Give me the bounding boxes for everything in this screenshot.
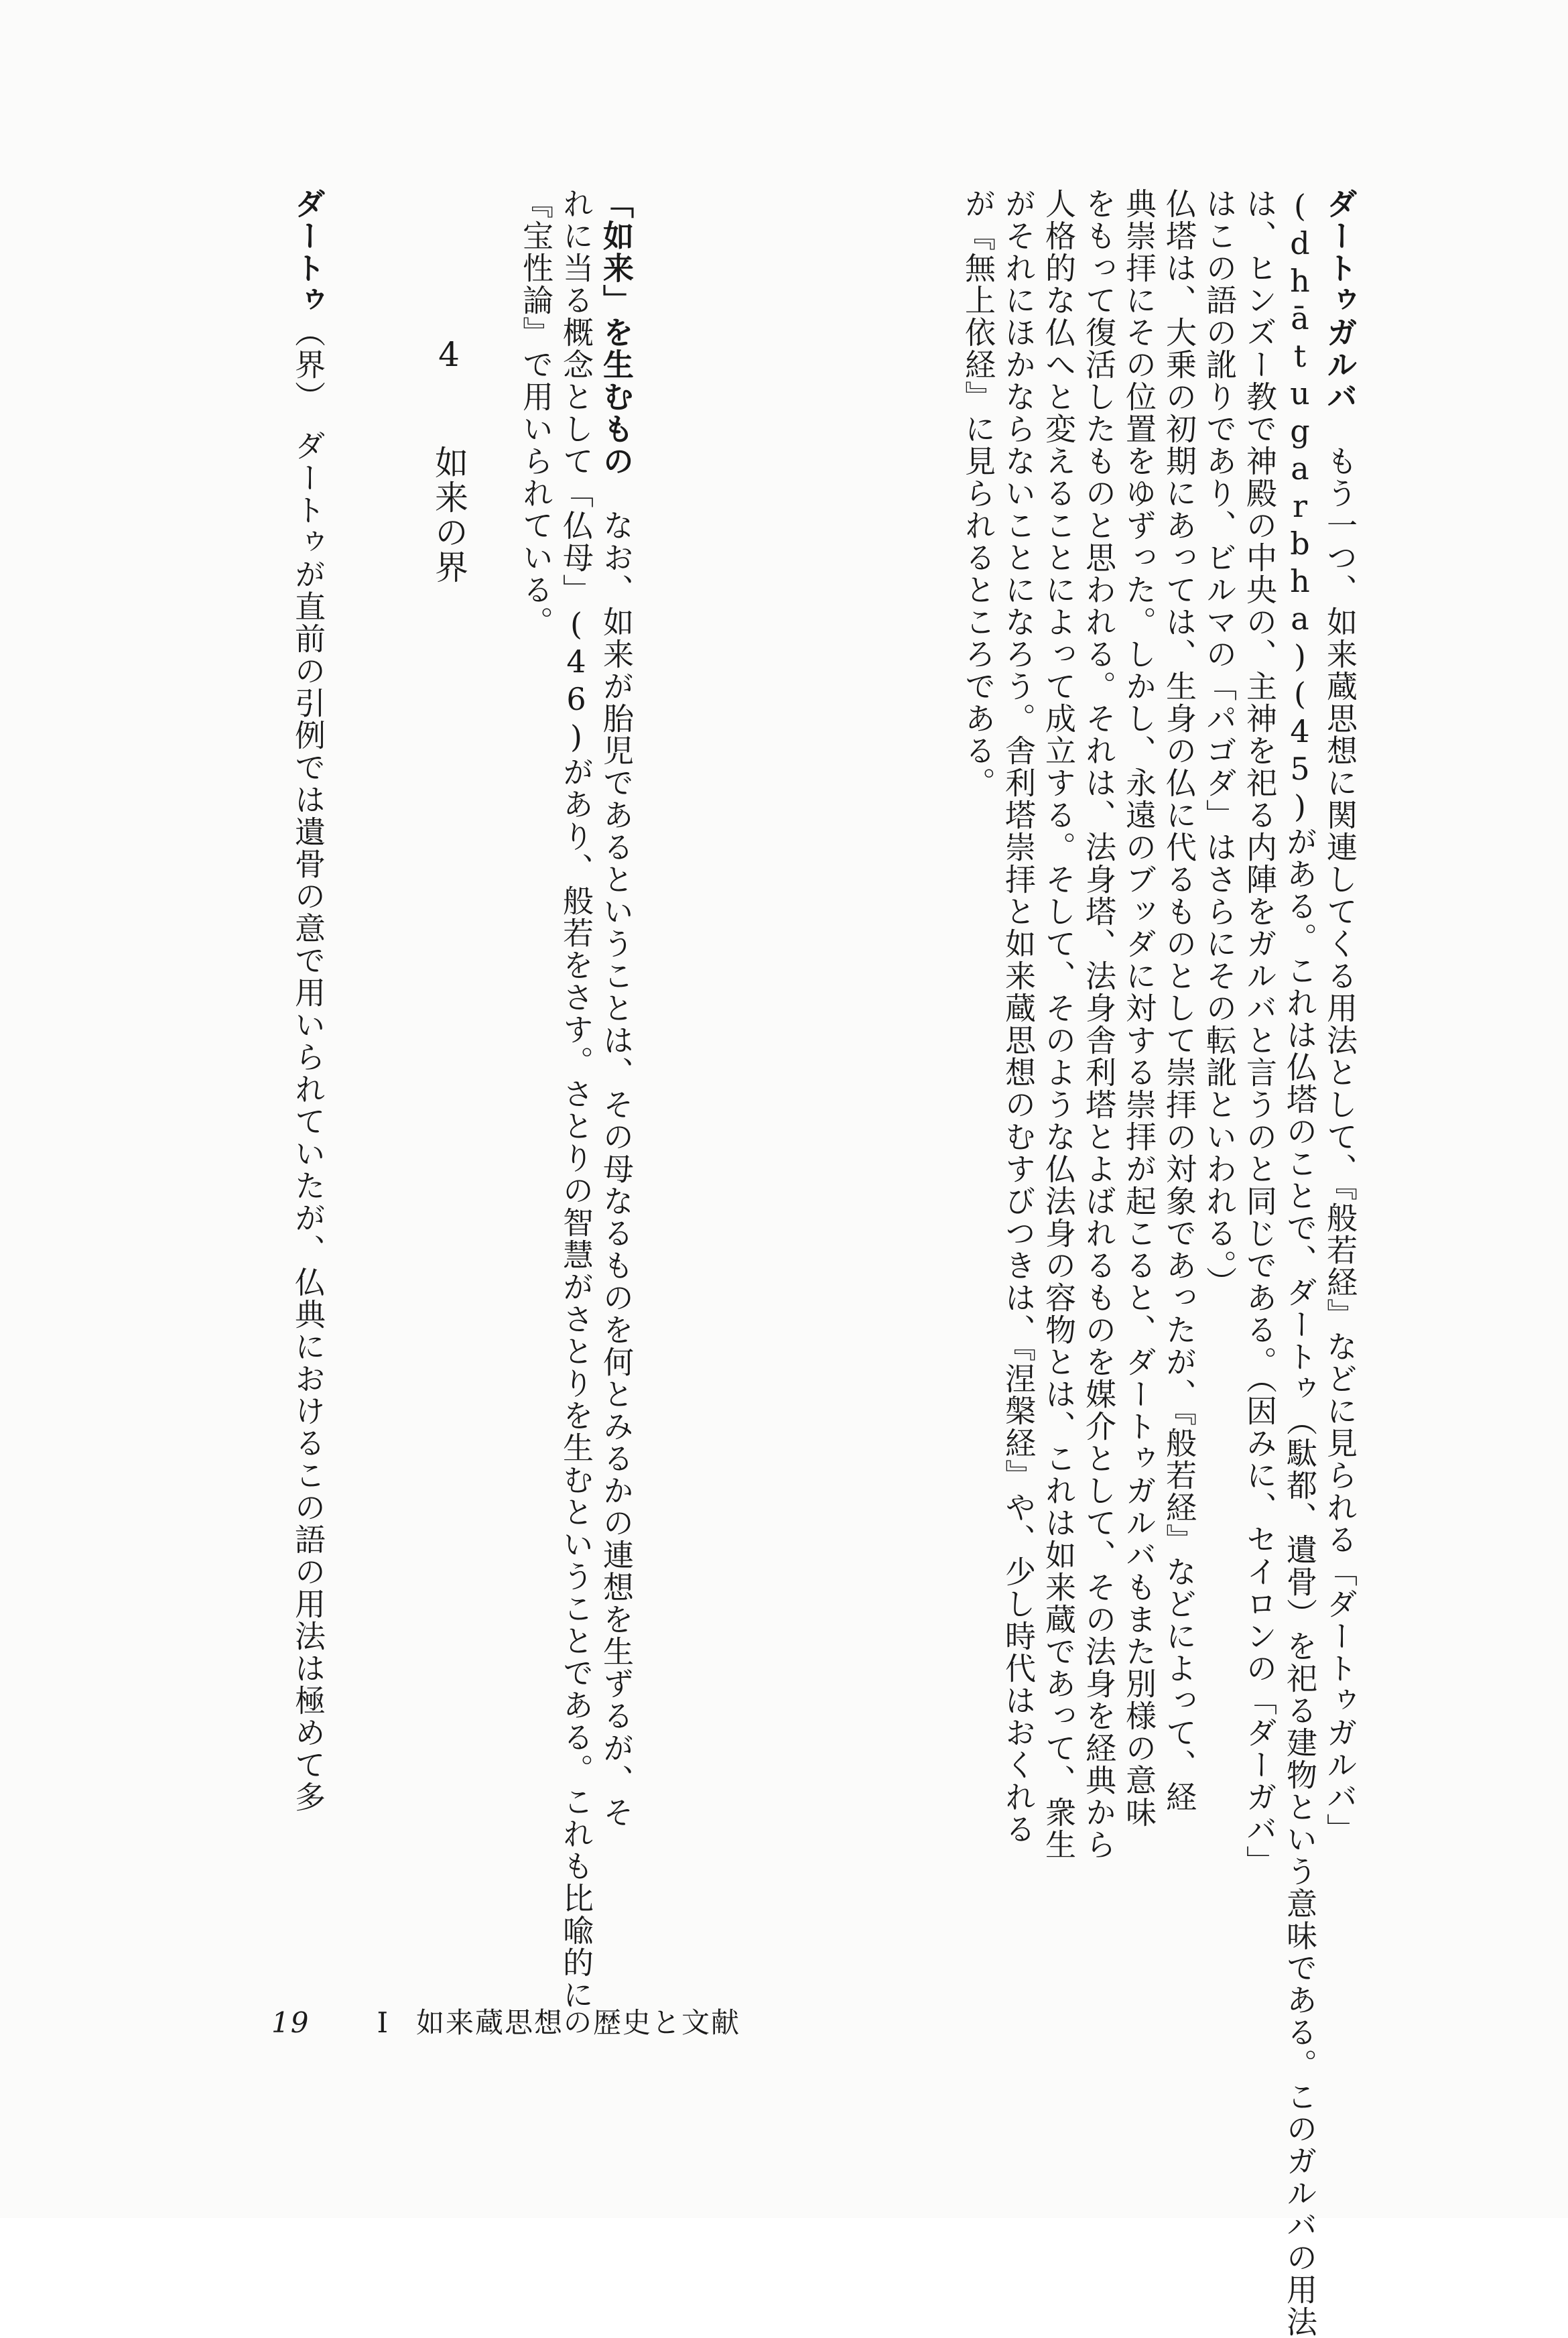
section-title: 如来の界 [430,445,468,584]
text-line [288,188,328,1971]
text-line: はこの語の訛りであり、ビルマの「パゴダ」はさらにその転訛といわれる。） [1201,188,1238,1298]
run-heading-tathagata: 「如来」を生むもの [598,188,635,477]
text-line: をもって復活したものと思われる。それは、法身塔、法身舎利塔とよばれるものを媒介として、その法身を経典から [1081,188,1117,1861]
section-number: 4 [430,335,468,375]
text-line: は、ヒンズー教で神殿の中央の、主神を祀る内陣をガルバと言うのと同じである。（因みに、セイロンの「ダーガバ」 [1242,188,1278,1878]
run-text: なお、如来が胎児であるということは、その母なるものを何とみるかの連想を生ずるが、そ [598,477,635,1829]
run-heading-dhatugarbha: ダートゥガルバ [1322,188,1358,413]
text-line: が『無上依経』に見られるところである。 [960,188,996,799]
chapter-title: 如来蔵思想の歴史と文献 [416,2006,741,2039]
text-line: れに当る概念として「仏母」(46)があり、般若をさす。さとりの智慧がさとりを生むということである。これも比喩的に [558,188,594,2011]
paragraph-dhatu [288,188,328,1971]
text-line: (dhātugarbha)(45)がある。これは仏塔のことで、ダートゥ（駄都、遺骨）を祀る建物という意味である。このガルバの用法 [1282,188,1318,2338]
text-line: がそれにほかならないことになろう。舎利塔崇拝と如来蔵思想のむすびつきは、『涅槃経』や、少し時代はおくれる [1000,188,1037,1845]
page-footer [271,2001,740,2041]
run-text: もう一つ、如来蔵思想に関連してくる用法として、『般若経』などに見られる「ダートゥガルバ」 [1322,413,1358,1845]
text-line: 典崇拝にその位置をゆずった。しかし、永遠のブッダに対する崇拝が起こると、ダートゥガルバもまた別様の意味 [1121,188,1157,1829]
text-line: 仏塔は、大乗の初期にあっては、生身の仏に代るものとして崇拝の対象であったが、『般若経』などによって、経 [1161,188,1197,1813]
section-heading [429,335,469,670]
heading-spacer [430,375,468,445]
text-line [596,188,637,1971]
paragraph-tathagata-mother [516,188,637,2011]
text-line [1320,188,1360,1971]
text-line: 人格的な仏へと変えることによって成立する。そして、そのような仏法身の容物とは、これは如来蔵であって、衆生 [1041,188,1077,1861]
run-text: （界） ダートゥが直前の引例では遺骨の意で用いられていたが、仏典におけるこの語の用法は極めて多 [290,316,326,1813]
part-number: I [377,2006,390,2039]
page-number: 19 [271,2006,310,2039]
text-line: 『宝性論』で用いられている。 [518,188,554,638]
paragraph-dhatugarbha [958,188,1360,2338]
section-heading-line [429,335,469,670]
run-heading-dhatu: ダートゥ [290,188,326,316]
